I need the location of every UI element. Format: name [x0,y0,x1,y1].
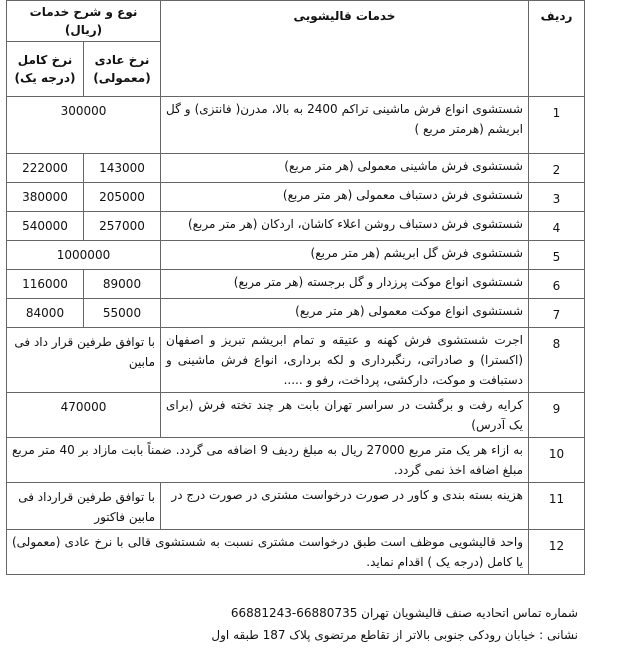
row-description: شستشوی فرش ماشینی معمولی (هر متر مربع) [161,154,529,183]
header-price-group: نوع و شرح خدمات (ریال) [7,1,161,42]
table-row [7,183,585,212]
contact-footer [8,602,578,646]
row-index: 11 [529,483,585,530]
row-index: 4 [529,212,585,241]
row-full-price: 222000 [7,154,84,183]
table-row [7,154,585,183]
table-row [7,270,585,299]
header-service: خدمات قالیشویی [161,1,529,97]
row-description: هزینه بسته بندی و کاور در صورت درخواست مشتری در صورت درج در [161,483,529,530]
row-description: کرایه رفت و برگشت در سراسر تهران بابت هر چند تخته فرش (برای یک آدرس) [161,393,529,438]
row-description: اجرت شستشوی فرش کهنه و عتیقه و تمام ابریشم تبریز و اصفهان (اکسترا) و صادراتی، رنگبرداری و لکه برداری، انواع فرش ماشینی و دستبافت و موکت، دارکشی، پرداخت، رفو و ..... [161,328,529,393]
row-index: 10 [529,438,585,483]
row-normal-price: 205000 [84,183,161,212]
row-index: 9 [529,393,585,438]
row-price: 300000 [7,97,161,154]
row-description: شستشوی فرش دستباف روشن اعلاء کاشان، اردکان (هر متر مربع) [161,212,529,241]
row-price: 470000 [7,393,161,438]
row-index: 1 [529,97,585,154]
table-row [7,212,585,241]
table-row [7,393,585,438]
row-normal-price: 55000 [84,299,161,328]
price-table [6,0,585,575]
row-description: شستشوی انواع موکت پرزدار و گل برجسته (هر متر مربع) [161,270,529,299]
row-normal-price: 143000 [84,154,161,183]
header-normal-rate: نرخ عادی (معمولی) [84,42,161,97]
row-index: 3 [529,183,585,212]
row-index: 5 [529,241,585,270]
row-price: با توافق طرفین قرار داد فی مابین [7,328,161,393]
row-full-price: 380000 [7,183,84,212]
row-full-price: 116000 [7,270,84,299]
header-index: ردیف [529,1,585,97]
table-row [7,299,585,328]
table-row [7,483,585,530]
contact-address: نشانی : خیابان رودکی جنوبی بالاتر از تقاطع مرتضوی پلاک 187 طبقه اول [211,628,578,642]
row-description: به ازاء هر یک متر مربع 27000 ریال به مبلغ ردیف 9 اضافه می گردد. ضمناً بابت مازاد بر 40 متر مربع مبلغ اضافه اخذ نمی گردد. [7,438,529,483]
row-full-price: 540000 [7,212,84,241]
table-row [7,97,585,154]
row-description: واحد قالیشویی موظف است طبق درخواست مشتری نسبت به شستشوی قالی با نرخ عادی (معمولی) یا کامل (درجه یک ) اقدام نماید. [7,530,529,575]
row-normal-price: 257000 [84,212,161,241]
row-normal-price: 89000 [84,270,161,299]
table-row [7,241,585,270]
row-description: شستشوی انواع موکت معمولی (هر متر مربع) [161,299,529,328]
row-index: 8 [529,328,585,393]
row-description: شستشوی انواع فرش ماشینی تراکم 2400 به بالا، مدرن( فانتزی) و گل ابریشم (هرمتر مربع ) [161,97,529,154]
header-full-rate: نرخ کامل (درجه یک) [7,42,84,97]
contact-phone: شماره تماس اتحادیه صنف قالیشویان تهران 66880735-66881243 [230,606,578,620]
row-index: 2 [529,154,585,183]
table-row [7,438,585,483]
row-description: شستشوی فرش گل ابریشم (هر متر مربع) [161,241,529,270]
row-index: 12 [529,530,585,575]
row-index: 6 [529,270,585,299]
row-full-price: 84000 [7,299,84,328]
row-description: شستشوی فرش دستباف معمولی (هر متر مربع) [161,183,529,212]
table-row [7,328,585,393]
row-price: با توافق طرفین قرارداد فی مابین فاکتور [7,483,161,530]
row-index: 7 [529,299,585,328]
table-row [7,530,585,575]
row-price: 1000000 [7,241,161,270]
